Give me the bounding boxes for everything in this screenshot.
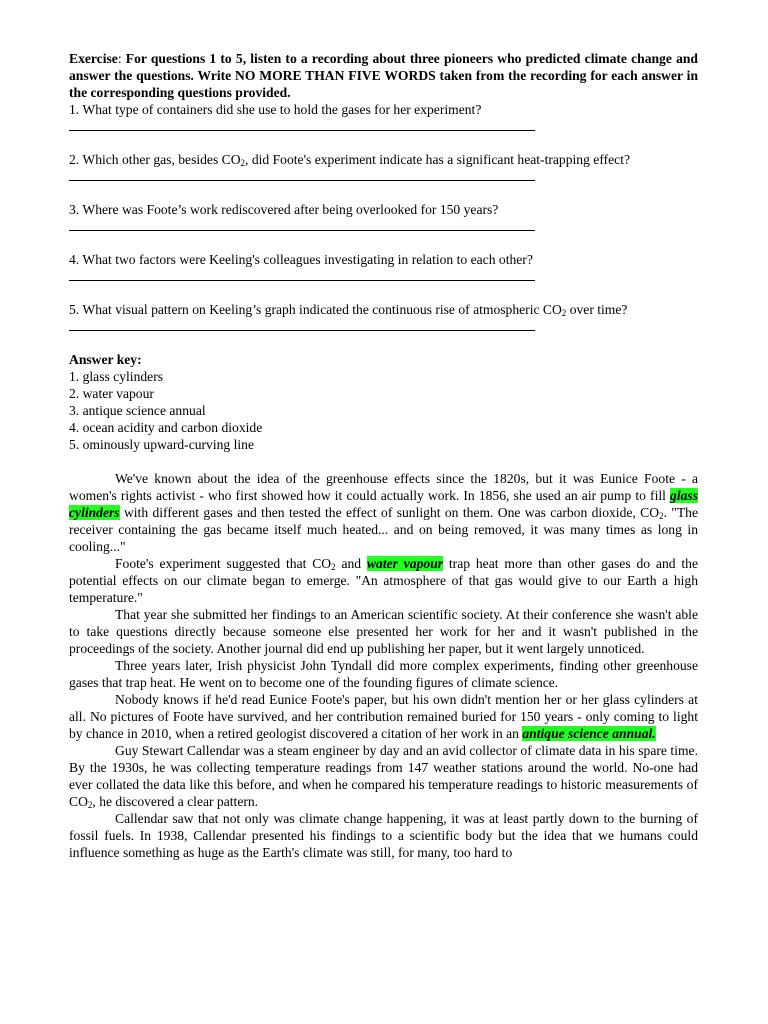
question-2: 2. Which other gas, besides $CO_2$, did Foote's experiment indicate has a significant heat-trapping effect? xyxy=(69,151,698,181)
exercise-instruction: Exercise: For questions 1 to 5, listen to a recording about three pioneers who predicted climate change and answer the questions. Write NO MORE THAN FIVE WORDS taken from the recording for each answer in the corresponding questions provided. xyxy=(69,51,698,100)
question-5: 5. What visual pattern on Keeling’s graph indicated the continuous rise of atmospheric $CO_2$ over time? xyxy=(69,301,698,331)
answer-line[interactable] xyxy=(69,218,535,231)
passage-paragraph: Callendar saw that not only was climate change happening, it was at least partly down to the burning of fossil fuels. In 1938, Callendar presented his findings to a scientific body but the idea that we humans could influence something as huge as the Earth's climate was still, for many, too hard to xyxy=(69,811,698,860)
question-text: Where was Foote’s work rediscovered after being overlooked for 150 years? xyxy=(82,202,499,217)
question-text: What visual pattern on Keeling’s graph indicated the continuous rise of atmospheric CO xyxy=(82,302,562,317)
answer-key-item: 4. ocean acidity and carbon dioxide xyxy=(69,420,263,435)
question-3: 3. Where was Foote’s work rediscovered after being overlooked for 150 years? xyxy=(69,201,698,231)
answer-line[interactable] xyxy=(69,168,535,181)
answer-line[interactable] xyxy=(69,318,535,331)
question-1: 1. What type of containers did she use to hold the gases for her experiment? xyxy=(69,101,698,131)
passage-paragraph: Foote's experiment suggested that $CO_2$ and water vapour trap heat more than other gases do and the potential effects on our climate began to emerge. "An atmosphere of that gas would give to our Earth a high temperature." xyxy=(69,556,698,605)
answer-key-item: 3. antique science annual xyxy=(69,403,206,418)
answer-key-list xyxy=(69,368,698,453)
question-4: 4. What two factors were Keeling's colleagues investigating in relation to each other? xyxy=(69,251,698,281)
answer-key-title: Answer key: xyxy=(69,352,142,367)
highlight: water vapour xyxy=(366,556,444,571)
answer-line[interactable] xyxy=(69,268,535,281)
question-text: What two factors were Keeling's colleagues investigating in relation to each other? xyxy=(82,252,533,267)
passage xyxy=(69,470,698,861)
document-page xyxy=(69,50,698,861)
answer-key-item: 5. ominously upward-curving line xyxy=(69,437,254,452)
highlight: antique science annual. xyxy=(522,726,656,741)
exercise-label: Exercise xyxy=(69,51,118,66)
question-text: Which other gas, besides CO xyxy=(82,152,241,167)
passage-paragraph: Guy Stewart Callendar was a steam engineer by day and an avid collector of climate data in his spare time. By the 1930s, he was collecting temperature readings from 147 weather stations around the world. No-one had ever collated the data like this before, and when he compared his temperature readings to historic measurements of $CO_2$, he discovered a clear pattern. xyxy=(69,743,698,810)
passage-paragraph: Three years later, Irish physicist John Tyndall did more complex experiments, finding other greenhouse gases that trap heat. He went on to become one of the founding figures of climate science. xyxy=(69,658,698,690)
passage-paragraph: That year she submitted her findings to an American scientific society. At their conference she wasn't able to take questions directly because someone else presented her work for her and it wasn't published in the proceedings of the society. Another journal did end up publishing her paper, but it went largely unnoticed. xyxy=(69,607,698,656)
passage-paragraph: We've known about the idea of the greenhouse effects since the 1820s, but it was Eunice Foote - a women's rights activist - who first showed how it could actually work. In 1856, she used an air pump to fill glass cylinders with different gases and then tested the effect of sunlight on them. One was carbon dioxide, $CO_2$. "The receiver containing the gas became itself much heated... and on being removed, it was many times as long in cooling..." xyxy=(69,471,698,554)
passage-paragraph: Nobody knows if he'd read Eunice Foote's paper, but his own didn't mention her or her glass cylinders at all. No pictures of Foote have survived, and her contribution remained buried for 150 years - only coming to light by chance in 2010, when a retired geologist discovered a citation of her work in an antique science annual. xyxy=(69,692,698,741)
question-text: What type of containers did she use to hold the gases for her experiment? xyxy=(82,102,482,117)
exercise-text: For questions 1 to 5, listen to a recording about three pioneers who predicted climate change and answer the questions. Write NO MORE THAN FIVE WORDS taken from the recording for each answer in the corresponding questions provided. xyxy=(69,51,698,100)
highlight: glass cylinders xyxy=(69,488,698,520)
answer-key-item: 1. glass cylinders xyxy=(69,369,164,384)
answer-line[interactable] xyxy=(69,118,535,131)
answer-key-item: 2. water vapour xyxy=(69,386,154,401)
